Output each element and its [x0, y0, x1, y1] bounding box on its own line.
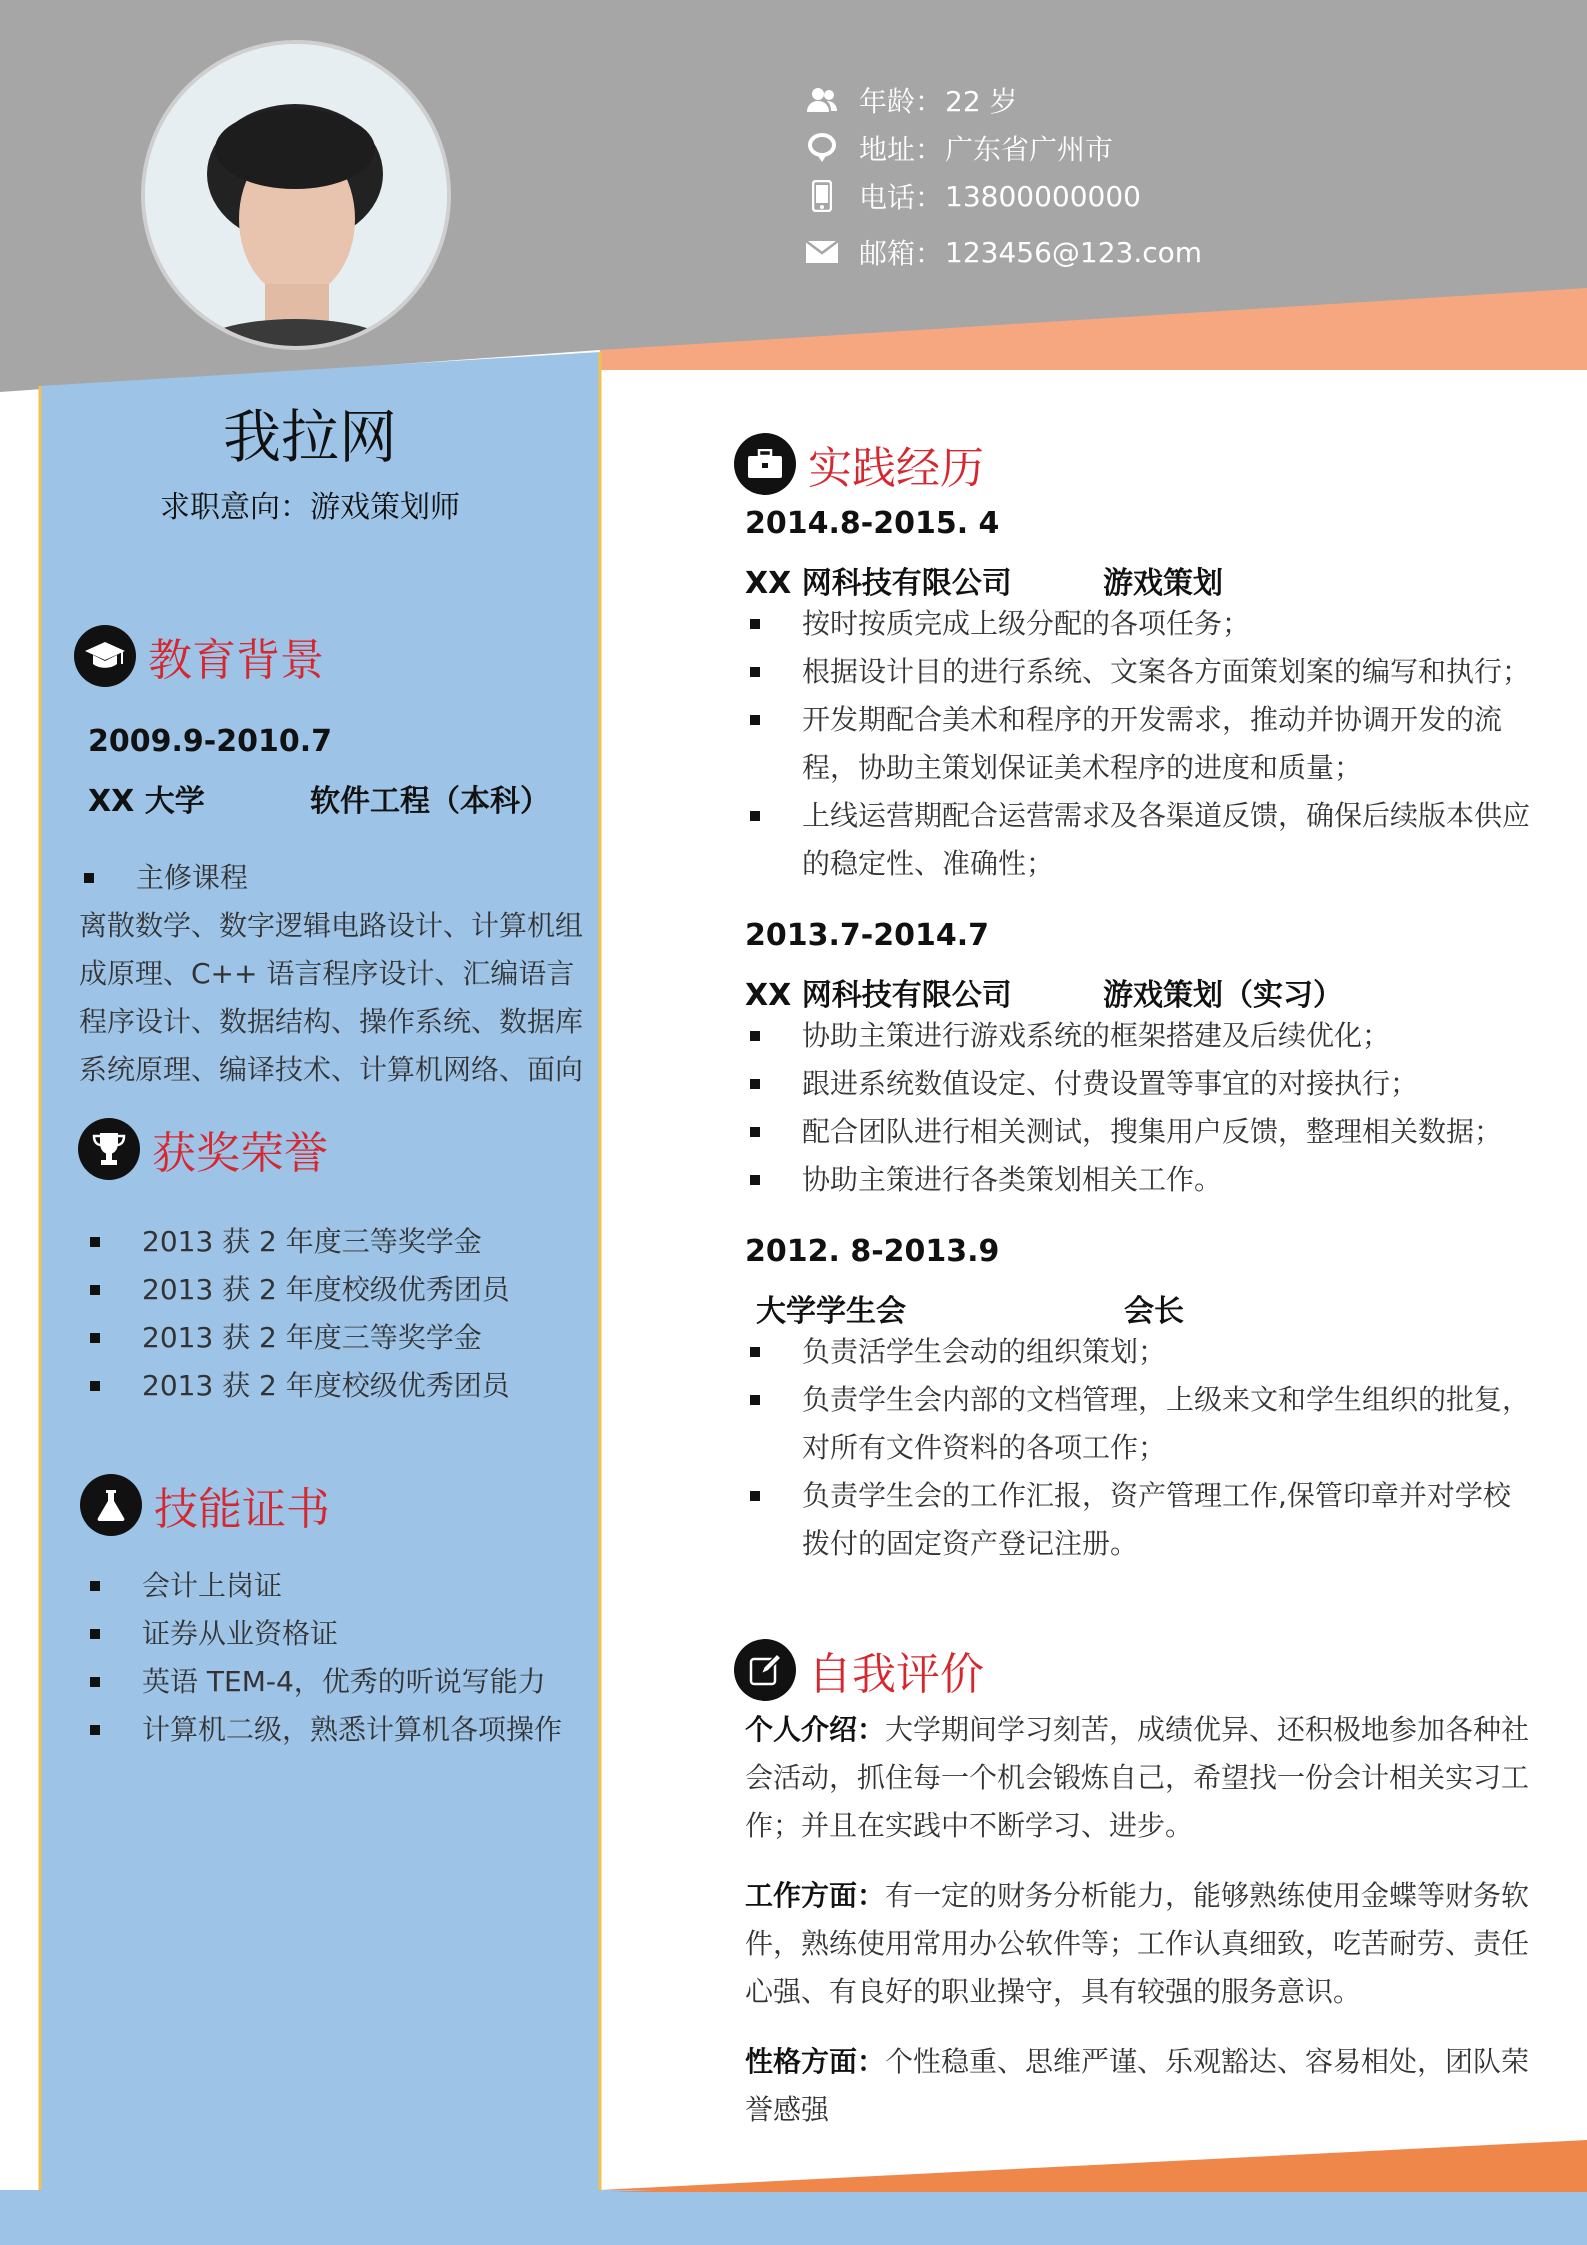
mail-icon [805, 235, 839, 269]
job-duties [744, 600, 1534, 888]
list-item: 2013 获 2 年度三等奖学金 [82, 1218, 602, 1266]
phone-icon [805, 179, 839, 213]
job-duties [744, 1328, 1534, 1568]
users-icon [805, 83, 839, 117]
education-school: XX 大学 [88, 784, 205, 819]
candidate-name: 我拉网 [222, 403, 397, 471]
skills-heading: 技能证书 [80, 1473, 330, 1537]
practice-heading: 实践经历 [734, 432, 984, 496]
job-intent: 求职意向：游戏策划师 [160, 490, 460, 525]
job-date: 2013.7-2014.7 [745, 918, 989, 953]
list-item: 配合团队进行相关测试，搜集用户反馈，整理相关数据； [744, 1108, 1534, 1156]
job-role: 游戏策划（实习） [1103, 978, 1343, 1013]
awards-heading: 获奖荣誉 [78, 1117, 328, 1181]
list-item: 2013 获 2 年度三等奖学金 [82, 1314, 602, 1362]
skills-list [82, 1562, 602, 1754]
graduation-cap-icon [74, 625, 136, 687]
course-list [76, 854, 596, 902]
education-heading: 教育背景 [74, 624, 324, 688]
job-org: 大学学生会 [756, 1294, 906, 1329]
self-eval-paragraph: 工作方面：有一定的财务分析能力，能够熟练使用金蝶等财务软件，熟练使用常用办公软件等；工作认真细致，吃苦耐劳、责任心强、有良好的职业操守，具有较强的服务意识。 [745, 1879, 1530, 2008]
job-org: XX 网科技有限公司 [745, 978, 1012, 1013]
list-item: 英语 TEM-4，优秀的听说写能力 [82, 1658, 602, 1706]
contact-age: 年龄： 22 岁 [805, 80, 1018, 120]
trophy-icon [78, 1118, 140, 1180]
course-line: 程序设计、数据结构、操作系统、数据库 [79, 1005, 584, 1038]
course-line: 系统原理、编译技术、计算机网络、面向 [79, 1053, 584, 1086]
briefcase-icon [734, 433, 796, 495]
list-item: 负责学生会的工作汇报，资产管理工作,保管印章并对学校拨付的固定资产登记注册。 [744, 1472, 1534, 1568]
list-item: 跟进系统数值设定、付费设置等事宜的对接执行； [744, 1060, 1534, 1108]
list-item: 2013 获 2 年度校级优秀团员 [82, 1266, 602, 1314]
list-item: 证券从业资格证 [82, 1610, 602, 1658]
course-line: 离散数学、数字逻辑电路设计、计算机组 [79, 909, 584, 942]
edit-icon [734, 1639, 796, 1701]
job-title-line [745, 970, 1343, 1014]
job-title-line [745, 558, 1223, 602]
list-item: 2013 获 2 年度校级优秀团员 [82, 1362, 602, 1410]
education-date: 2009.9-2010.7 [88, 724, 332, 759]
course-line: 成原理、C++ 语言程序设计、汇编语言 [79, 957, 575, 990]
list-item: 会计上岗证 [82, 1562, 602, 1610]
list-item: 负责学生会内部的文档管理，上级来文和学生组织的批复，对所有文件资料的各项工作； [744, 1376, 1534, 1472]
list-item: 协助主策进行各类策划相关工作。 [744, 1156, 1534, 1204]
job-role: 游戏策划 [1103, 566, 1223, 601]
contact-email: 邮箱： 123456@123.com [805, 232, 1202, 272]
course-description [79, 902, 599, 1094]
job-date: 2012. 8-2013.9 [745, 1234, 1000, 1269]
job-org: XX 网科技有限公司 [745, 566, 1012, 601]
list-item: 协助主策进行游戏系统的框架搭建及后续优化； [744, 1012, 1534, 1060]
contact-phone: 电话： 13800000000 [805, 176, 1141, 216]
job-date: 2014.8-2015. 4 [745, 506, 1000, 541]
list-item: 主修课程 [76, 854, 596, 902]
job-duties [744, 1012, 1534, 1204]
list-item: 上线运营期配合运营需求及各渠道反馈，确保后续版本供应的稳定性、准确性； [744, 792, 1534, 888]
footer-blue-band [0, 2190, 1587, 2245]
job-title-line [756, 1286, 1184, 1330]
list-item: 开发期配合美术和程序的开发需求，推动并协调开发的流程，协助主策划保证美术程序的进度和质量； [744, 696, 1534, 792]
education-major: 软件工程（本科） [310, 784, 550, 819]
list-item: 根据设计目的进行系统、文案各方面策划案的编写和执行； [744, 648, 1534, 696]
self-eval-paragraph: 个人介绍：大学期间学习刻苦，成绩优异、还积极地参加各种社会活动，抓住每一个机会锻炼自己，希望找一份会计相关实习工作；并且在实践中不断学习、进步。 [745, 1713, 1530, 1842]
location-pin-icon [805, 131, 839, 165]
job-role: 会长 [1124, 1294, 1184, 1329]
awards-list [82, 1218, 602, 1410]
profile-photo [141, 40, 451, 350]
self-eval-heading: 自我评价 [734, 1638, 984, 1702]
list-item: 负责活学生会动的组织策划； [744, 1328, 1534, 1376]
self-eval-paragraph: 性格方面：个性稳重、思维严谨、乐观豁达、容易相处，团队荣誉感强 [745, 2045, 1530, 2126]
self-eval-body [745, 1706, 1535, 2134]
list-item: 计算机二级，熟悉计算机各项操作 [82, 1706, 602, 1754]
list-item: 按时按质完成上级分配的各项任务； [744, 600, 1534, 648]
contact-address: 地址： 广东省广州市 [805, 128, 1113, 168]
flask-icon [80, 1474, 142, 1536]
